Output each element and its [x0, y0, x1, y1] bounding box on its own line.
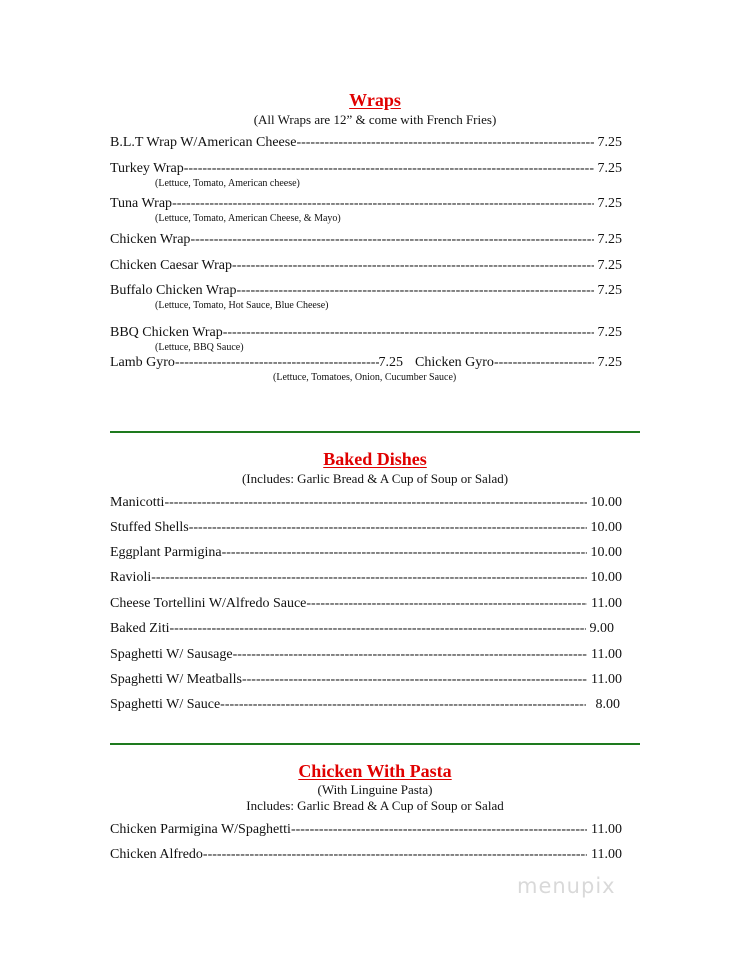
- leader-dots: [170, 621, 586, 637]
- menu-item: [110, 570, 622, 586]
- item-name: Chicken Gyro: [415, 355, 494, 370]
- menu-item: [110, 520, 622, 536]
- leader-dots: [222, 545, 587, 561]
- item-price: 10.00: [590, 545, 622, 560]
- item-name: B.L.T Wrap W/American Cheese: [110, 135, 297, 150]
- item-price: 8.00: [595, 697, 620, 712]
- wraps-subtitle: (All Wraps are 12” & come with French Fries): [253, 112, 497, 127]
- leader-dots: [236, 283, 593, 299]
- item-price: 7.25: [378, 355, 403, 370]
- leader-dots: [164, 495, 586, 511]
- item-price: 11.00: [591, 672, 622, 687]
- item-name: Baked Ziti: [110, 621, 170, 636]
- item-price: 10.00: [590, 520, 622, 535]
- baked-subtitle: (Includes: Garlic Bread & A Cup of Soup or Salad): [241, 471, 509, 486]
- item-name: Tuna Wrap: [110, 196, 173, 211]
- item-name: Spaghetti W/ Meatballs: [110, 672, 242, 687]
- menu-item: [110, 596, 622, 612]
- item-note: (Lettuce, Tomato, Hot Sauce, Blue Cheese): [155, 300, 329, 311]
- section-divider: [110, 743, 640, 745]
- item-name: Buffalo Chicken Wrap: [110, 283, 237, 298]
- menu-item: [110, 621, 622, 637]
- leader-dots: [233, 647, 587, 663]
- item-price: 10.00: [590, 570, 622, 585]
- leader-dots: [220, 697, 585, 713]
- menu-item: [110, 495, 622, 511]
- leader-dots: [242, 672, 587, 688]
- chicken-pasta-title: Chicken With Pasta: [298, 761, 452, 781]
- menu-item: [110, 135, 622, 151]
- menu-item: [110, 196, 622, 212]
- leader-dots: [494, 355, 594, 371]
- item-price: 7.25: [597, 196, 622, 211]
- item-name: Spaghetti W/ Sausage: [110, 647, 233, 662]
- item-name: Spaghetti W/ Sauce: [110, 697, 221, 712]
- menu-item: [110, 545, 622, 561]
- item-price: 7.25: [597, 258, 622, 273]
- item-price: 11.00: [591, 822, 622, 837]
- watermark-logo: menupix: [517, 874, 616, 898]
- leader-dots: [190, 232, 593, 248]
- item-price: 9.00: [589, 621, 614, 636]
- item-note: (Lettuce, BBQ Sauce): [155, 342, 244, 353]
- item-price: 11.00: [591, 647, 622, 662]
- item-note: (Lettuce, Tomato, American Cheese, & Mayo): [155, 213, 341, 224]
- chicken-pasta-includes: Includes: Garlic Bread & A Cup of Soup or Salad: [246, 798, 504, 813]
- menu-item: [110, 647, 622, 663]
- item-name: Turkey Wrap: [110, 161, 184, 176]
- item-name: Ravioli: [110, 570, 152, 585]
- item-name: Stuffed Shells: [110, 520, 189, 535]
- leader-dots: [175, 355, 379, 371]
- menu-item: [110, 847, 622, 863]
- item-name: Chicken Parmigina W/Spaghetti: [110, 822, 291, 837]
- leader-dots: [189, 520, 587, 536]
- menu-item: [110, 283, 622, 299]
- leader-dots: [291, 822, 587, 838]
- wraps-title: Wraps: [349, 90, 401, 110]
- chicken-pasta-subtitle: (With Linguine Pasta): [317, 782, 433, 797]
- baked-title: Baked Dishes: [323, 449, 427, 469]
- menu-item-lamb-gyro: [110, 355, 403, 371]
- leader-dots: [203, 847, 587, 863]
- item-price: 11.00: [591, 596, 622, 611]
- item-name: Chicken Caesar Wrap: [110, 258, 233, 273]
- item-note: (Lettuce, Tomato, American cheese): [155, 178, 300, 189]
- leader-dots: [296, 135, 593, 151]
- item-note: (Lettuce, Tomatoes, Onion, Cucumber Sauce): [273, 372, 457, 383]
- item-price: 7.25: [597, 135, 622, 150]
- menu-item: [110, 822, 622, 838]
- item-price: 7.25: [597, 232, 622, 247]
- item-price: 10.00: [590, 495, 622, 510]
- item-price: 7.25: [597, 161, 622, 176]
- item-name: Chicken Wrap: [110, 232, 191, 247]
- menu-item-chicken-gyro: [415, 355, 622, 371]
- item-price: 7.25: [597, 325, 622, 340]
- menu-item: [110, 672, 622, 688]
- leader-dots: [172, 196, 593, 212]
- item-price: 7.25: [597, 283, 622, 298]
- leader-dots: [223, 325, 594, 341]
- leader-dots: [306, 596, 587, 612]
- item-name: Eggplant Parmigina: [110, 545, 222, 560]
- item-price: 7.25: [597, 355, 622, 370]
- leader-dots: [232, 258, 593, 274]
- leader-dots: [151, 570, 586, 586]
- item-name: Manicotti: [110, 495, 165, 510]
- item-name: BBQ Chicken Wrap: [110, 325, 223, 340]
- item-name: Cheese Tortellini W/Alfredo Sauce: [110, 596, 307, 611]
- leader-dots: [184, 161, 594, 177]
- menu-item: [110, 232, 622, 248]
- menu-item: [110, 161, 622, 177]
- menu-item: [110, 258, 622, 274]
- item-name: Chicken Alfredo: [110, 847, 203, 862]
- menu-item: [110, 325, 622, 341]
- item-price: 11.00: [591, 847, 622, 862]
- item-name: Lamb Gyro: [110, 355, 175, 370]
- section-divider: [110, 431, 640, 433]
- menu-item: [110, 697, 622, 713]
